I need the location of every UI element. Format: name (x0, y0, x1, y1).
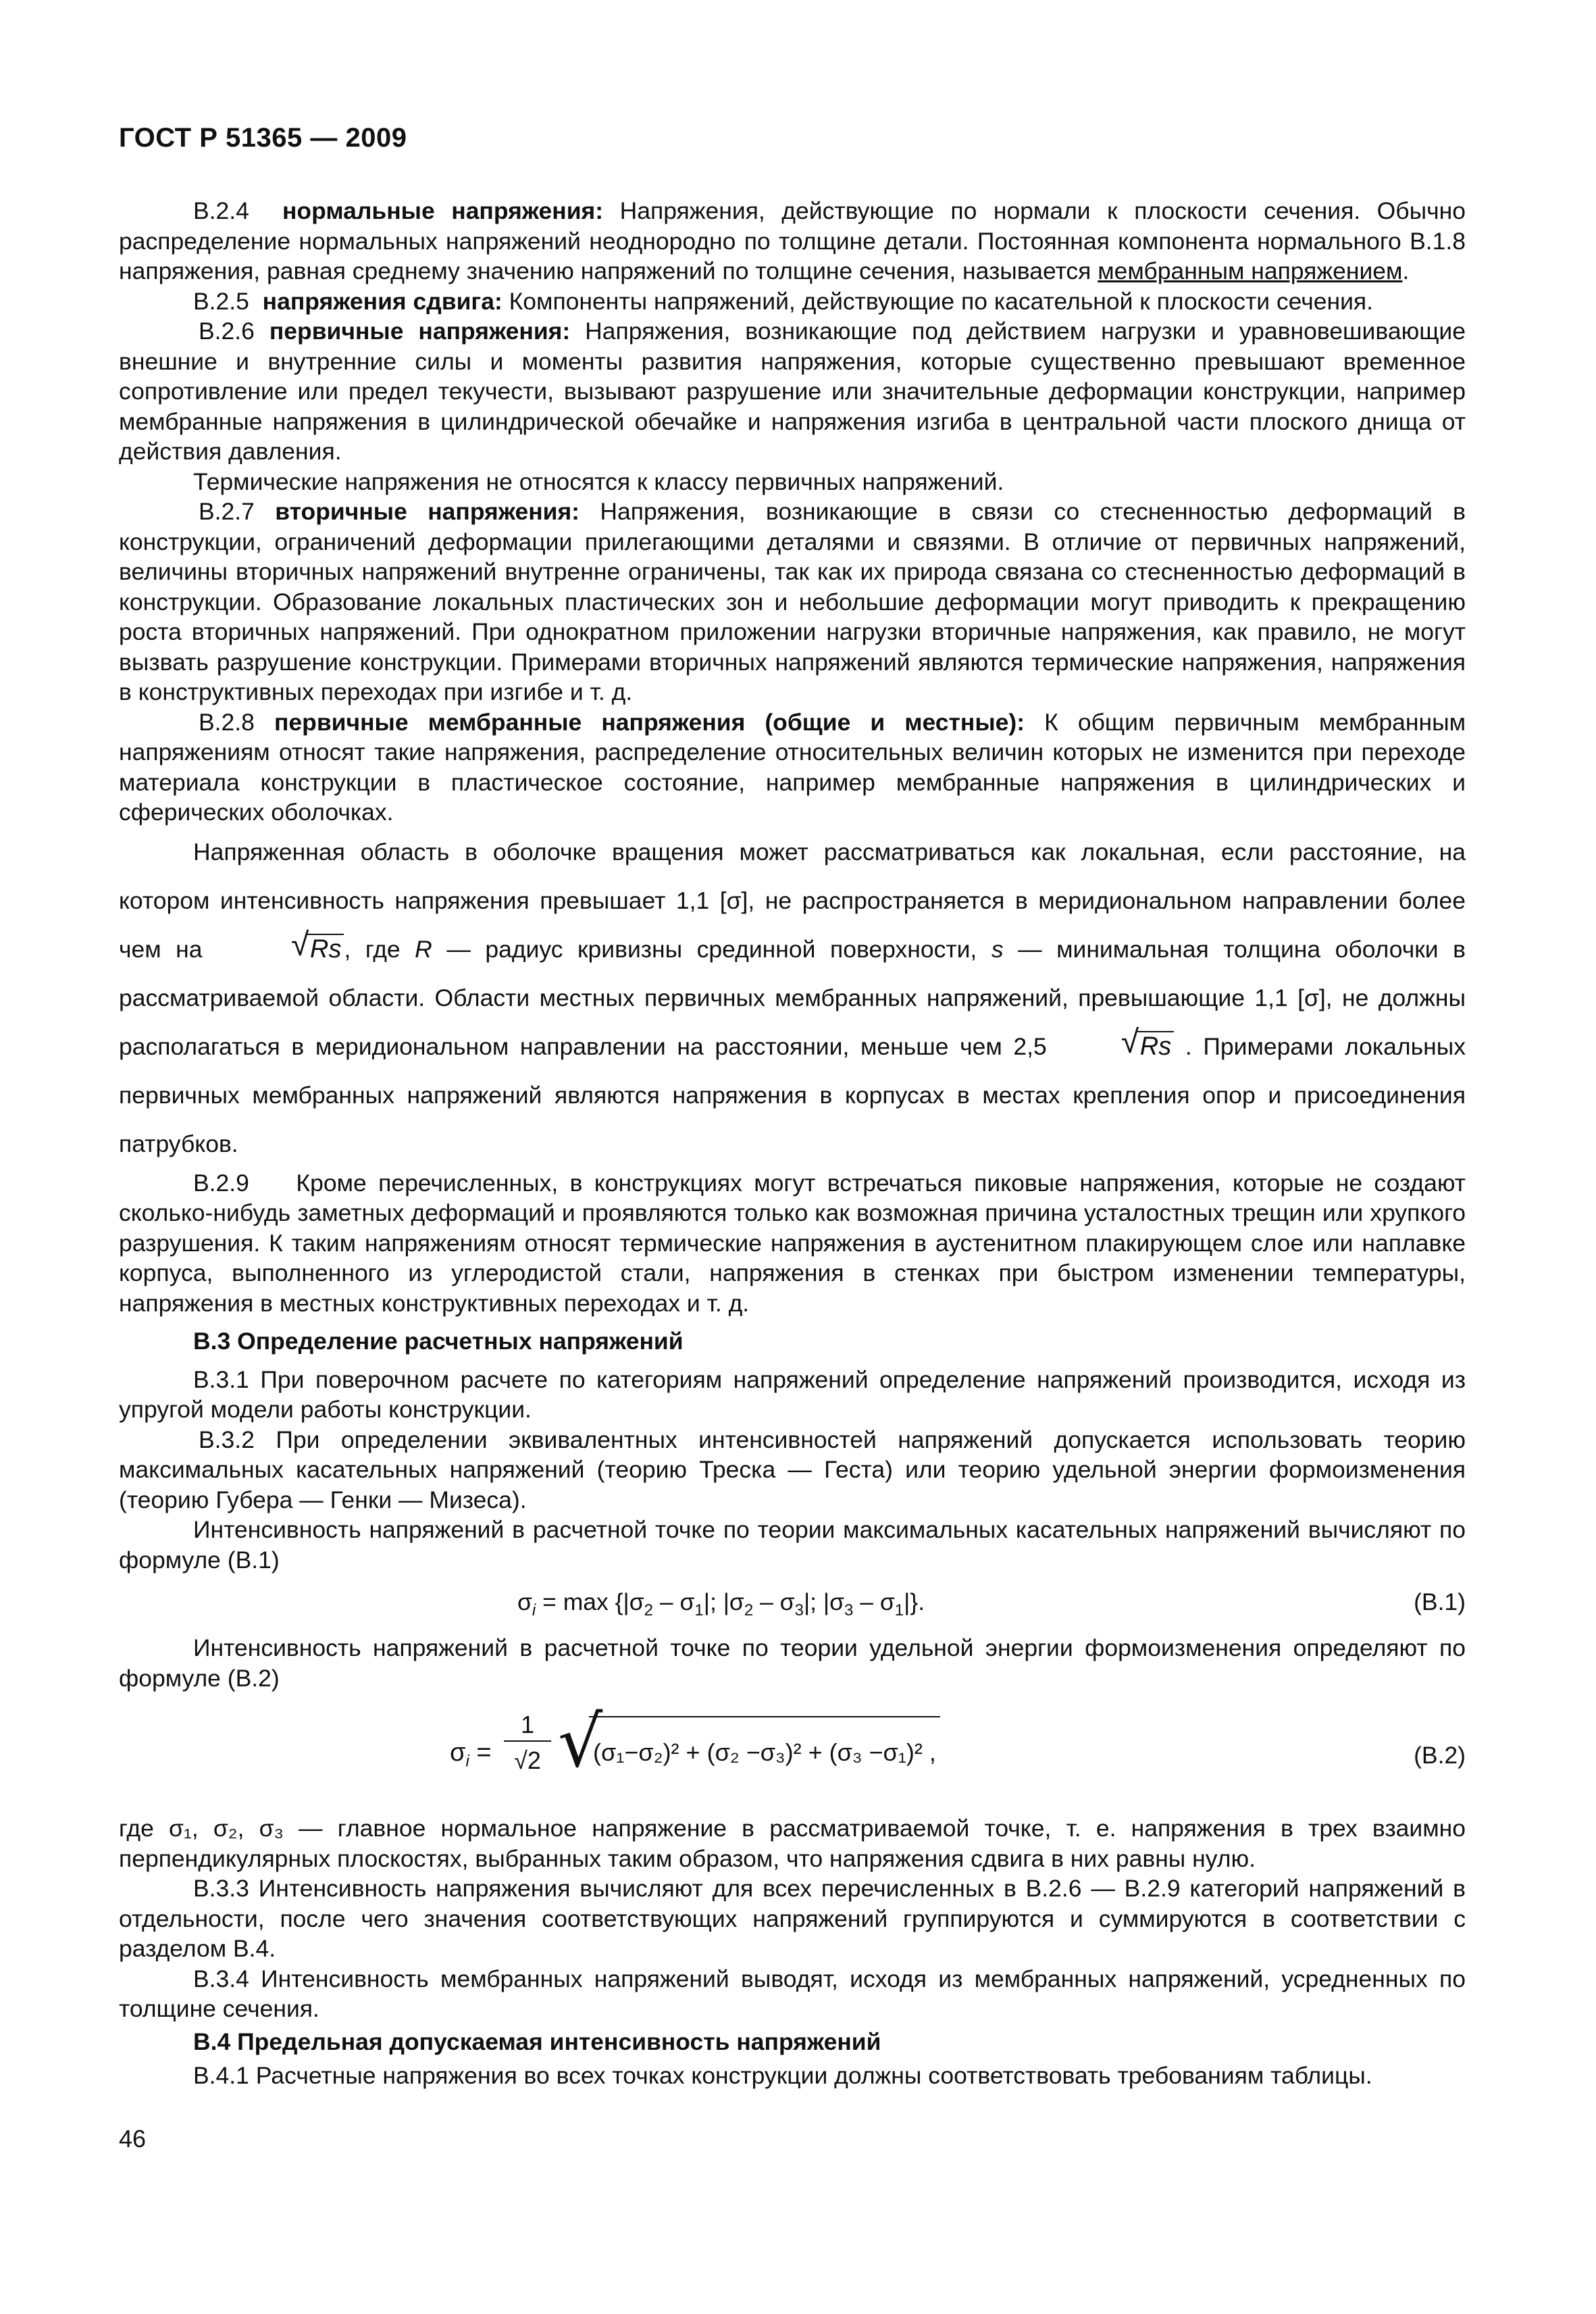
formula-b2: $\sigma_i$ = $\frac{1}{√2}$ √ (σ₁−σ₂)² + (σ₂ −σ₃)² + (σ₃ −σ₁)² , (В.2) (450, 1701, 1466, 1783)
formula-b1-expression: $\sigma_i = \max \{|\sigma_2 - \sigma_1|$; $|\sigma_2 - \sigma_3|$; $|\sigma_3 - \sigma_1|$}. (517, 1588, 925, 1620)
term: напряжения сдвига: (262, 287, 503, 315)
formula-b2-fraction: $\frac{1}{√2}$ (504, 1709, 551, 1780)
paragraph-b32-formula-intro: Интенсивность напряжений в расчетной точке по теории максимальных касательных напряжений вычисляют по формуле (В.1) (119, 1516, 1466, 1574)
paragraph-b24: В.2.4 нормальные напряжения: Напряжения, действующие по нормали к плоскости сечения. Обычно распределение нормальных напряжений неоднородно по толщине детали. Постоянная компонента нормального В.1.8 напряжения, равная среднему значению напряжений по толщине сечения, называется мембранным напряжением. (119, 197, 1466, 284)
term: нормальные напряжения: (282, 197, 604, 224)
paragraph-b32-where: где σ₁, σ₂, σ₃ — главное нормальное напряжение в рассматриваемой точке, т. е. напряжения в трех взаимно перпендикулярных плоскостях, выбранных таким образом, что напряжения сдвига в них равны нулю. (119, 1815, 1466, 1872)
term: первичные напряжения: (269, 318, 571, 345)
paragraph-b32: В.3.2 При определении эквивалентных интенсивностей напряжений допускается использовать теорию максимальных касательных напряжений (теорию Треска — Геста) или теорию удельной энергии формоизменения (теорию Губера — Генки — Мизеса). (119, 1426, 1466, 1513)
term-link[interactable]: мембранным напряжением (1098, 257, 1403, 284)
clause-number: В.2.8 (199, 708, 255, 736)
paragraph-b41: В.4.1 Расчетные напряжения во всех точках конструкции должны соответствовать требованиям таблицы. (193, 2062, 1372, 2089)
paragraph-b31: В.3.1 При поверочном расчете по категориям напряжений определение напряжений производится, исходя из упругой модели работы конструкции. (119, 1365, 1466, 1423)
definition: К общим первичным мембранным напряжениям относят такие напряжения, распределение относительных величин которых не изменится при переходе материала конструкции в пластическое состояние, например мембранные напряжения в цилиндрических и сферических оболочках. (119, 708, 1466, 826)
paragraph-b27 (119, 497, 1466, 707)
term: вторичные напряжения: (275, 498, 580, 525)
document-body (119, 196, 1466, 2091)
definition: Напряжения, действующие по нормали к плоскости сечения. Обычно распределение нормальных напряжений неоднородно по толщине детали. Постоянная компонента нормального В.1.8 напряжения, равная среднему значению напряжений по толщине сечения, называется (119, 197, 1466, 284)
definition: Компоненты напряжений, действующие по касательной к плоскости сечения. (502, 287, 1373, 315)
sqrt-rs: √ Rs (217, 925, 344, 974)
formula-b2-lhs: $\sigma_i$ = (450, 1738, 492, 1771)
paragraph-b29: В.2.9 Кроме перечисленных, в конструкциях могут встречаться пиковые напряжения, которые не создают сколько-нибудь заметных деформаций и проявляются только как возможная причина усталостных трещин или хрупкого разрушения. К таким напряжениям относят термические напряжения в аустенитном плакирующем слое или наплавке корпуса, выполненного из углеродистой стали, напряжения в стенках при быстром изменении температуры, напряжения в местных конструктивных переходах и т. д. (119, 1169, 1466, 1317)
section-heading-b3: В.3 Определение расчетных напряжений (193, 1328, 684, 1355)
paragraph-b28 (119, 707, 1466, 828)
definition: Напряжения, возникающие в связи со стесненностью деформаций в конструкции, ограничений деформации прилегающими деталями и связями. В отличие от первичных напряжений, величины вторичных напряжений внутренне ограничены, так как их природа связана со стесненностью деформаций в конструкции. Образование локальных пластических зон и небольшие деформации могут приводить к прекращению роста вторичных напряжений. При однократном приложении нагрузки вторичные напряжения, как правило, не могут вызвать разрушение конструкции. Примерами вторичных напряжений являются термические напряжения, напряжения в конструктивных переходах при изгибе и т. д. (119, 498, 1466, 705)
paragraph-b26-note: Термические напряжения не относятся к классу первичных напряжений. (193, 468, 1004, 495)
paragraph-b28-local: Напряженная область в оболочке вращения может рассматриваться как локальная, если расстояние, на котором интенсивность напряжения превышает 1,1 [σ], не распространяется в меридиональном направлении более чем на √ Rs , где R — радиус кривизны срединной поверхности, s — минимальная толщина оболочки в рассматриваемой области. Области местных первичных мембранных напряжений, превышающие 1,1 [σ], не должны располагаться в меридиональном направлении на расстоянии, меньше чем 2,5√ Rs . Примерами локальных первичных мембранных напряжений являются напряжения в корпусах в местах крепления опор и присоединения патрубков. (119, 828, 1466, 1168)
clause-number: В.2.5 (193, 287, 249, 315)
clause-number: В.2.9 (193, 1169, 249, 1197)
clause-number: В.2.6 (199, 318, 255, 345)
formula-b1-number: (В.1) (1414, 1588, 1466, 1615)
term: первичные мембранные напряжения (общие и местные): (274, 708, 1025, 736)
paragraph-b26 (119, 316, 1466, 467)
paragraph-b33: В.3.3 Интенсивность напряжения вычисляют для всех перечисленных в В.2.6 — В.2.9 категорий напряжений в отдельности, после чего значения соответствующих напряжений группируются и суммируются в соответствии с разделом В.4. (119, 1875, 1466, 1962)
definition: Напряжения, возникающие под действием нагрузки и уравновешивающие внешние и внутренние силы и моменты развития напряжения, которые существенно превышают временное сопротивление или предел текучести, вызывают разрушение или значительные деформации конструкции, например мембранные напряжения в цилиндрической обечайке и напряжения изгиба в центральной части плоского днища от действия давления. (119, 318, 1466, 465)
formula-b2-number: (В.2) (1414, 1742, 1466, 1769)
paragraph-b34: В.3.4 Интенсивность мембранных напряжений выводят, исходя из мембранных напряжений, усредненных по толщине сечения. (119, 1965, 1466, 2022)
paragraph-b32-formula2-intro: Интенсивность напряжений в расчетной точке по теории удельной энергии формоизменения определяют по формуле (В.2) (119, 1634, 1466, 1692)
page-number: 46 (119, 2125, 147, 2153)
section-heading-b4: В.4 Предельная допускаемая интенсивность напряжений (193, 2028, 881, 2055)
formula-b1 (119, 1579, 1466, 1626)
clause-number: В.2.7 (199, 498, 255, 525)
sqrt-rs: √ Rs (1047, 1022, 1174, 1071)
standard-header: ГОСТ Р 51365 — 2009 (119, 123, 407, 153)
clause-number: В.2.4 (193, 197, 249, 224)
paragraph-b25 (119, 286, 1466, 317)
